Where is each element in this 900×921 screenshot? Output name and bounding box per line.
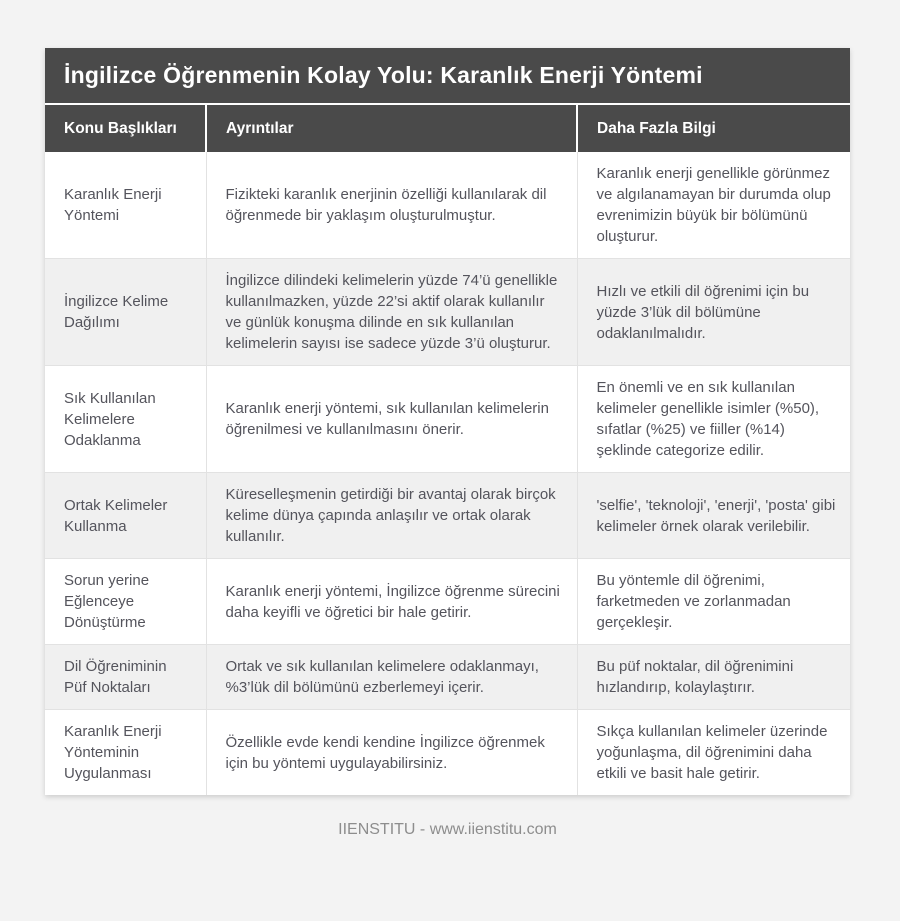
table-header-row [45,105,850,152]
topic-cell: Karanlık Enerji Yöntemi [64,186,162,224]
table-row [45,473,850,559]
more-info-cell: Hızlı ve etkili dil öğrenimi için bu yüzde 3’lük dil bölümüne odaklanılmalıdır. [577,259,850,366]
topic-cell: Karanlık Enerji Yönteminin Uygulanması [45,710,206,796]
column-header-details: Ayrıntılar [206,105,577,152]
details-cell: Ortak ve sık kullanılan kelimelere odaklanmayı, %3’lük dil bölümünü ezberlemeyi içerir. [206,645,577,710]
column-header-more-info: Daha Fazla Bilgi [577,105,850,152]
topic-cell: Sık Kullanılan Kelimelere Odaklanma [45,366,206,473]
table-row [45,645,850,710]
more-info-cell: 'selfie', 'teknoloji', 'enerji', 'posta' gibi kelimeler örnek olarak verilebilir. [577,473,850,559]
table-card [45,48,850,795]
topic-cell: Sorun yerine Eğlenceye Dönüştürme [45,559,206,645]
table-row [45,559,850,645]
more-info-cell: En önemli ve en sık kullanılan kelimeler genellikle isimler (%50), sıfatlar (%25) ve fiiller (%14) şeklinde categorize edilir. [577,366,850,473]
more-info-cell: Sıkça kullanılan kelimeler üzerinde yoğunlaşma, dil öğrenimini daha etkili ve basit hale getirir. [577,710,850,796]
topic-cell: Ortak Kelimeler Kullanma [45,473,206,559]
table-row [45,366,850,473]
table-row [45,152,850,259]
details-cell: Özellikle evde kendi kendine İngilizce öğrenmek için bu yöntemi uygulayabilirsiniz. [206,710,577,796]
info-table [45,105,850,795]
topic-cell: Dil Öğreniminin Püf Noktaları [45,645,206,710]
page-title: İngilizce Öğrenmenin Kolay Yolu: Karanlık Enerji Yöntemi [45,48,850,105]
column-header-topics: Konu Başlıkları [45,105,206,152]
details-cell: İngilizce dilindeki kelimelerin yüzde 74’ü genellikle kullanılmazken, yüzde 22’si aktif olarak kullanılır ve günlük konuşma dilinde en sık kullanılan kelimelerin sayısı ise sadece yüzde 3’ü oluşturur. [206,259,577,366]
topic-cell: İngilizce Kelime Dağılımı [45,259,206,366]
more-info-cell: Karanlık enerji genellikle görünmez ve algılanamayan bir durumda olup evrenimizin büyük bir bölümünü oluşturur. [577,152,850,259]
table-row [45,710,850,796]
details-cell: Küreselleşmenin getirdiği bir avantaj olarak birçok kelime dünya çapında anlaşılır ve ortak olarak kullanılır. [206,473,577,559]
more-info-cell: Bu yöntemle dil öğrenimi, farketmeden ve zorlanmadan gerçekleşir. [577,559,850,645]
details-cell: Karanlık enerji yöntemi, İngilizce öğrenme sürecini daha keyifli ve öğretici bir hale getirir. [206,559,577,645]
details-cell: Fizikteki karanlık enerjinin özelliği kullanılarak dil öğrenmede bir yaklaşım oluşturulmuştur. [206,152,577,259]
table-row [45,259,850,366]
footer-text: IIENSTITU - www.iienstitu.com [338,821,557,838]
more-info-cell: Bu püf noktalar, dil öğrenimini hızlandırıp, kolaylaştırır. [577,645,850,710]
details-cell: Karanlık enerji yöntemi, sık kullanılan kelimelerin öğrenilmesi ve kullanılmasını önerir. [206,366,577,473]
